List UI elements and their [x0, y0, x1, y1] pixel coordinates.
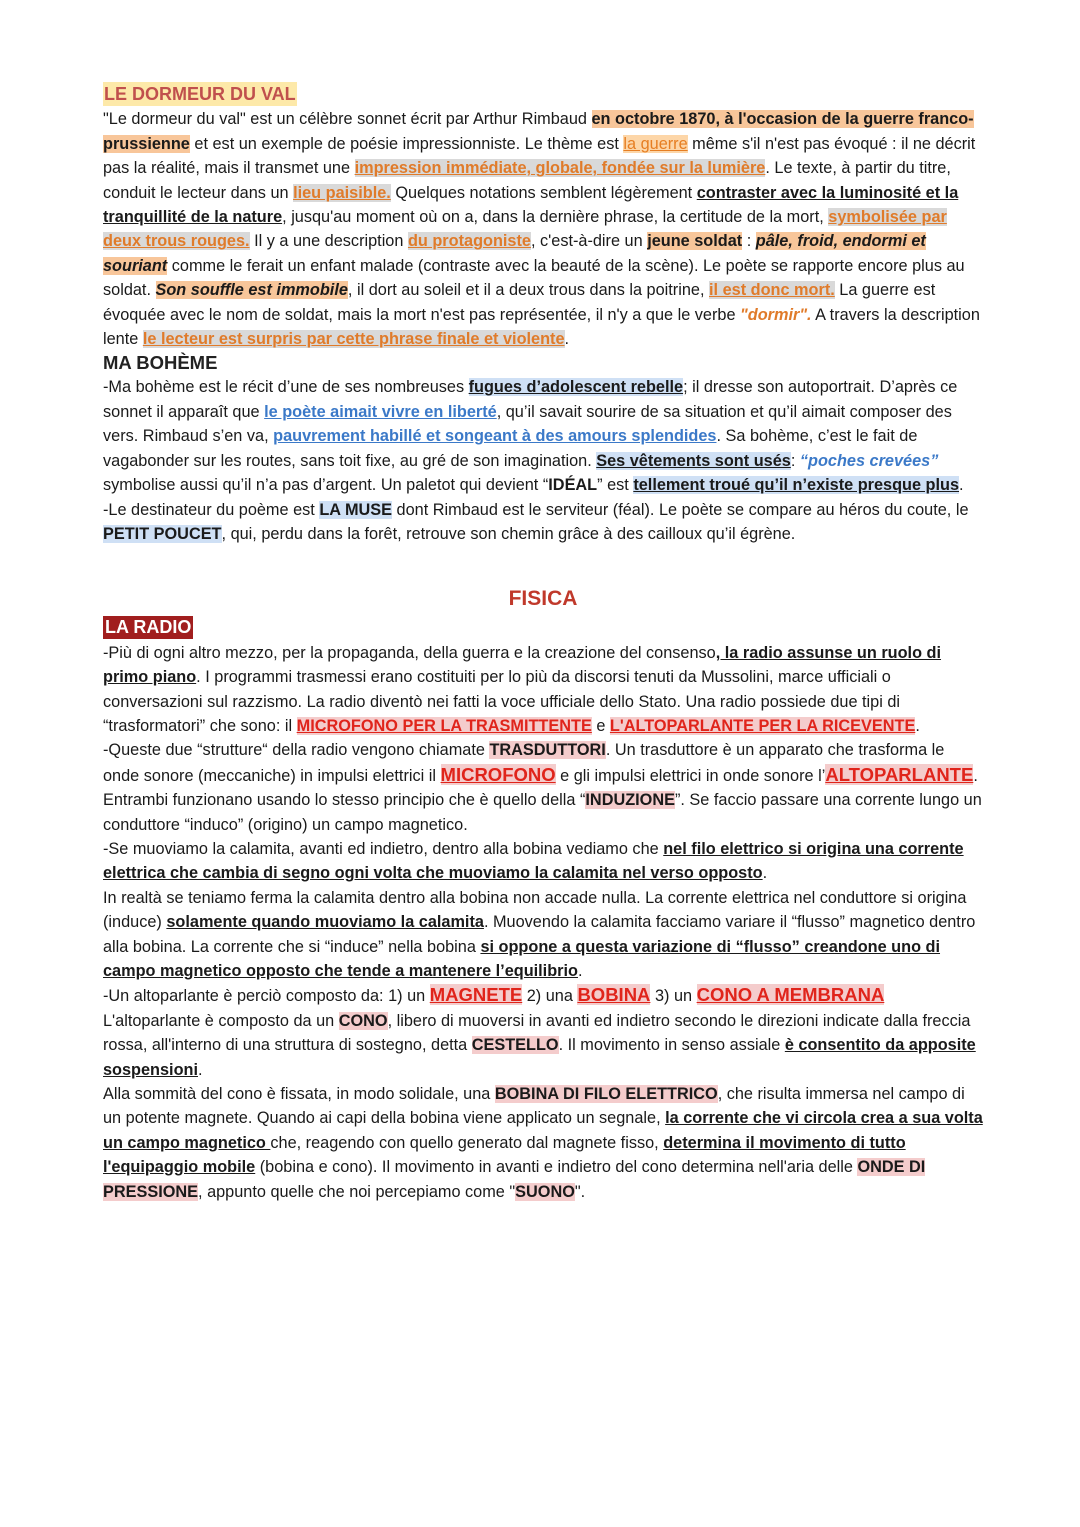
highlight-altoparlante-ricevente: L'ALTOPARLANTE PER LA RICEVENTE: [609, 716, 916, 735]
highlight-cono-membrana: CONO A MEMBRANA: [696, 984, 885, 1006]
paragraph-cono: L'altoparlante è composto da un CONO, libero di muoversi in avanti ed indietro secondo le direzioni indicate dalla freccia rossa, all'interno di una struttura di sostegno, detta CESTELLO. Il movimento in senso assiale è consentito da apposite sospensioni.: [103, 1011, 976, 1079]
highlight-dormir: "dormir".: [740, 305, 812, 324]
highlight-lieu: lieu paisible.: [293, 183, 391, 202]
highlight-contraster: contraster avec la luminosité et la tranquillité de la nature: [103, 183, 959, 227]
highlight-si-oppone: si oppone a questa variazione di “flusso” creandone uno di campo magnetico opposto che tende a mantenere l’equilibrio: [103, 937, 941, 980]
highlight-cestello: CESTELLO: [471, 1036, 559, 1055]
highlight-sospensioni: è consentito da apposite sospensioni: [103, 1036, 976, 1079]
highlight-microfono-trasmittente: MICROFONO PER LA TRASMITTENTE: [296, 716, 592, 735]
paragraph-dormeur: "Le dormeur du val" est un célèbre sonnet écrit par Arthur Rimbaud en octobre 1870, à l'occasion de la guerre franco-prussienne et est un exemple de poésie impressionniste. Le thème est la guerre même s'il n'est pas évoqué : il ne décrit pas la réalité, mais il transmet une impression immédiate, globale, fondée sur la lumière. Le texte, à partir du titre, conduit le lecteur dans un lieu paisible. Quelques notations semblent légèrement contraster avec la luminosité et la tranquillité de la nature, jusqu'au moment où on a, dans la dernière phrase, la certitude de la mort, symbolisée par deux trous rouges. Il y a une description du protagoniste, c'est-à-dire un jeune soldat : pâle, froid, endormi et souriant comme le ferait un enfant malade (contraste avec la beauté de la scène). Le poète se rapporte encore plus au soldat. Son souffle est immobile, il dort au soleil et il a deux trous dans la poitrine, il est donc mort. La guerre est évoquée avec le nom de soldat, mais la mort n'est pas représentée, il n'y a que le verbe "dormir". A travers la description lente le lecteur est surpris par cette phrase finale et violente.: [103, 110, 980, 349]
highlight-fugues: fugues d’adolescent rebelle: [468, 378, 684, 397]
paragraph-muse: -Le destinateur du poème est LA MUSE dont Rimbaud est le serviteur (féal). Le poète se compare au héros du coute, le PETIT POUCET, qui, perdu dans la forêt, retrouve son chemin grâce à des cailloux qu’il égrène.: [103, 500, 969, 543]
highlight-mort: il est donc mort.: [709, 281, 835, 300]
highlight-suono: SUONO: [515, 1182, 575, 1201]
document-page: [103, 82, 983, 1204]
highlight-corrente: nel filo elettrico si origina una corrente elettrica che cambia di segno ogni volta che muoviamo la calamita nel verso opposto: [103, 839, 964, 883]
highlight-vetements: Ses vêtements sont usés: [596, 451, 791, 470]
highlight-microfono: MICROFONO: [440, 763, 556, 785]
highlight-trasduttori: TRASDUTTORI: [489, 741, 606, 760]
highlight-lecteur: le lecteur est surpris par cette phrase finale et violente: [142, 330, 565, 349]
paragraph-calamita: -Se muoviamo la calamita, avanti ed indietro, dentro alla bobina vediamo che nel filo elettrico si origina una corrente elettrica che cambia di segno ogni volta che muoviamo la calamita nel verso opposto.: [103, 839, 964, 883]
heading-ma-boheme: MA BOHÈME: [103, 352, 218, 374]
highlight-pale: pâle, froid, endormi et souriant: [103, 232, 926, 275]
paragraph-boheme: -Ma bohème est le récit d’une de ses nombreuses fugues d’adolescent rebelle; il dresse son autoportrait. D’après ce sonnet il apparaît que le poète aimait vivre en liberté, qu’il savait sourire de sa situation et qu’il aimait composer des vers. Rimbaud s’en va, pauvrement habillé et songeant à des amours splendides. Sa bohème, c’est le fait de vagabonder sur les routes, sans toit fixe, au gré de son imagination. Ses vêtements sont usés: “poches crevées” symbolise aussi qu’il n’a pas d’argent. Un paletot qui devient “IDÉAL” est tellement troué qu’il n’existe presque plus.: [103, 378, 964, 495]
highlight-date: en octobre 1870, à l'occasion de la guerre franco-prussienne: [103, 110, 974, 153]
paragraph-composizione: -Un altoparlante è perciò composto da: 1) un MAGNETE 2) una BOBINA 3) un CONO A MEMBRANA: [103, 984, 885, 1006]
highlight-magnete: MAGNETE: [429, 984, 523, 1006]
highlight-pauvrement: pauvrement habillé et songeant à des amours splendides: [273, 427, 717, 446]
highlight-equipaggio: determina il movimento di tutto l'equipaggio mobile: [103, 1133, 906, 1177]
highlight-symbolisee: symbolisée par deux trous rouges.: [103, 208, 947, 251]
highlight-solamente: solamente quando muoviamo la calamita: [166, 913, 484, 932]
heading-le-dormeur-du-val: LE DORMEUR DU VAL: [104, 84, 296, 104]
highlight-protagoniste: du protagoniste: [407, 232, 531, 251]
highlight-altoparlante: ALTOPARLANTE: [825, 763, 974, 785]
highlight-campo-magnetico: la corrente che vi circola crea a sua volta un campo magnetico: [103, 1109, 983, 1152]
heading-la-radio: LA RADIO: [105, 617, 192, 638]
highlight-ideal: IDÉAL: [548, 476, 598, 495]
highlight-poches: “poches crevées”: [799, 451, 939, 470]
highlight-la-muse: LA MUSE: [319, 500, 392, 519]
highlight-bobina: BOBINA: [577, 984, 651, 1006]
section-title-fisica: FISICA: [508, 587, 578, 611]
highlight-induzione: INDUZIONE: [585, 791, 675, 810]
highlight-impression: impression immédiate, globale, fondée sur la lumière: [354, 159, 766, 178]
highlight-theme: la guerre: [623, 134, 688, 153]
highlight-ruolo: , la radio assunse un ruolo di primo piano: [103, 643, 942, 687]
highlight-jeune-soldat: jeune soldat: [647, 232, 743, 251]
highlight-souffle: Son souffle est immobile: [155, 281, 348, 300]
paragraph-trasduttori: -Queste due “strutture“ della radio vengono chiamate TRASDUTTORI. Un trasduttore è un apparato che trasforma le onde sonore (meccaniche) in impulsi elettrici il MICROFONO e gli impulsi elettrici in onde sonore l’ALTOPARLANTE. Entrambi funzionano usando lo stesso principio che è quello della “INDUZIONE”. Se faccio passare una corrente lungo un conduttore “induco” (origino) un campo magnetico.: [103, 741, 982, 834]
highlight-cono: CONO: [338, 1011, 388, 1030]
highlight-troue: tellement troué qu’il n’existe presque plus: [633, 476, 960, 495]
highlight-onde-pressione: ONDE DI PRESSIONE: [103, 1158, 926, 1201]
highlight-bobina-filo: BOBINA DI FILO ELETTRICO: [494, 1085, 718, 1104]
paragraph-flusso: In realtà se teniamo ferma la calamita dentro alla bobina non accade nulla. La corrente elettrica nel conduttore si origina (induce) solamente quando muoviamo la calamita. Muovendo la calamita facciamo variare il “flusso” magnetico dentro alla bobina. La corrente che si “induce” nella bobina si oppone a questa variazione di “flusso” creandone uno di campo magnetico opposto che tende a mantenere l’equilibrio.: [103, 888, 976, 980]
paragraph-radio-intro: -Più di ogni altro mezzo, per la propaganda, della guerra e la creazione del consenso, la radio assunse un ruolo di primo piano. I programmi trasmessi erano costituiti per lo più da discorsi tenuti da Mussolini, marce ufficiali o conversazioni sul razzismo. La radio diventò nei fatti la voce ufficiale dello Stato. Una radio possiede due tipi di “trasformatori” che sono: il MICROFONO PER LA TRASMITTENTE e L'ALTOPARLANTE PER LA RICEVENTE.: [103, 643, 942, 735]
paragraph-bobina-filo: Alla sommità del cono è fissata, in modo solidale, una BOBINA DI FILO ELETTRICO, che risulta immersa nel campo di un potente magnete. Quando ai capi della bobina viene applicato un segnale, la corrente che vi circola crea a sua volta un campo magnetico che, reagendo con quello generato dal magnete fisso, determina il movimento di tutto l'equipaggio mobile (bobina e cono). Il movimento in avanti e indietro del cono determina nell'aria delle ONDE DI PRESSIONE, appunto quelle che noi percepiamo come "SUONO".: [103, 1085, 983, 1201]
highlight-petit-poucet: PETIT POUCET: [103, 524, 222, 543]
highlight-liberte: le poète aimait vivre en liberté: [264, 402, 497, 421]
